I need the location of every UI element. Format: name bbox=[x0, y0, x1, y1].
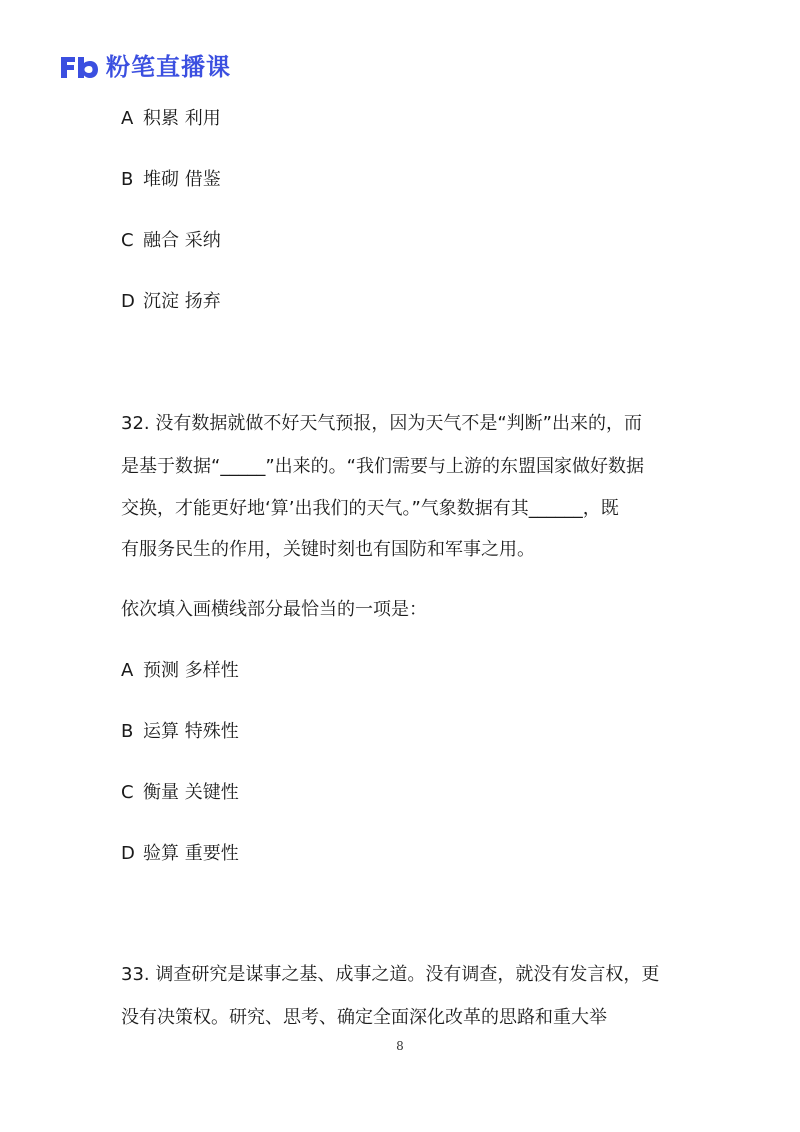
q32-stem-line-2: 是基于数据“_____”出来的。“我们需要与上游的东盟国家做好数据 bbox=[121, 456, 644, 477]
option-text: 运算 特殊性 bbox=[143, 721, 239, 742]
option-letter: B bbox=[121, 169, 134, 190]
q33-stem-line-2: 没有决策权。研究、思考、确定全面深化改革的思路和重大举 bbox=[121, 1007, 607, 1028]
q32-option-d bbox=[121, 842, 239, 866]
option-text: 验算 重要性 bbox=[143, 843, 239, 864]
q32-stem-line-3: 交换，才能更好地‘算’出我们的天气。”气象数据有其______，既 bbox=[121, 498, 619, 519]
fb-logo-icon bbox=[58, 52, 100, 82]
q33-stem-line-1: 33. 调查研究是谋事之基、成事之道。没有调查，就没有发言权，更 bbox=[121, 964, 660, 985]
option-letter: A bbox=[121, 108, 134, 129]
option-text: 衡量 关键性 bbox=[143, 782, 239, 803]
option-letter: C bbox=[121, 782, 134, 803]
q32-option-b bbox=[121, 720, 239, 744]
brand-header bbox=[58, 50, 231, 84]
option-letter: D bbox=[121, 843, 135, 864]
q31-option-d bbox=[121, 290, 221, 314]
option-letter: C bbox=[121, 230, 134, 251]
q31-option-c bbox=[121, 229, 221, 253]
q32-prompt: 依次填入画横线部分最恰当的一项是： bbox=[121, 599, 427, 620]
page-number: 8 bbox=[396, 1039, 404, 1053]
option-letter: A bbox=[121, 660, 134, 681]
q32-option-a bbox=[121, 659, 239, 683]
option-text: 融合 采纳 bbox=[143, 230, 221, 251]
option-letter: B bbox=[121, 721, 134, 742]
q32-stem-line-1: 32. 没有数据就做不好天气预报，因为天气不是“判断”出来的，而 bbox=[121, 413, 642, 434]
option-text: 沉淀 扬弃 bbox=[143, 291, 221, 312]
q32-option-c bbox=[121, 781, 239, 805]
option-text: 预测 多样性 bbox=[143, 660, 239, 681]
option-text: 积累 利用 bbox=[143, 108, 221, 129]
q32-stem-line-4: 有服务民生的作用，关键时刻也有国防和军事之用。 bbox=[121, 539, 535, 560]
brand-name: 粉笔直播课 bbox=[106, 53, 231, 81]
q31-option-b bbox=[121, 168, 221, 192]
option-text: 堆砌 借鉴 bbox=[143, 169, 221, 190]
option-letter: D bbox=[121, 291, 135, 312]
q31-option-a bbox=[121, 107, 221, 131]
